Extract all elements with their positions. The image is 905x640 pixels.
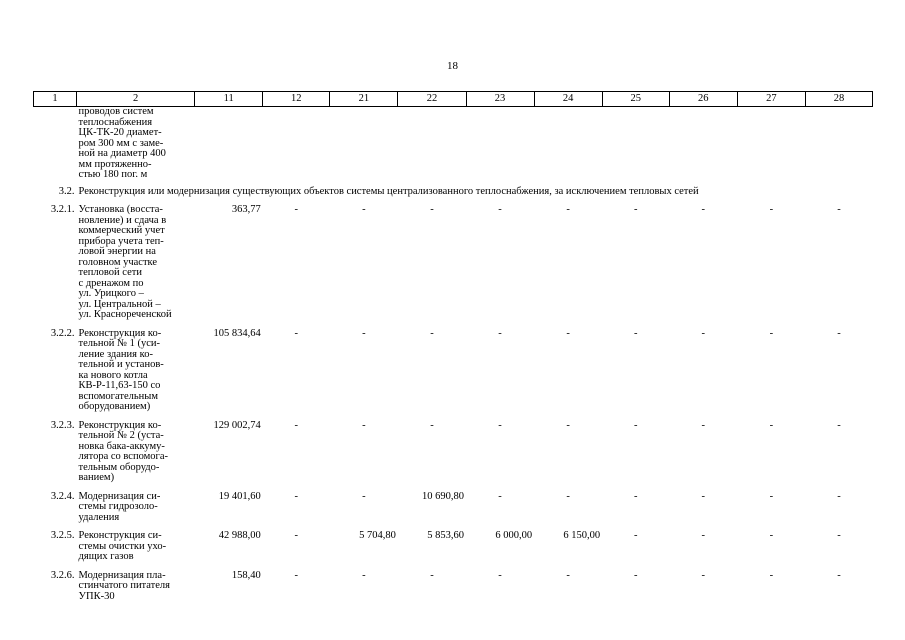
value-cell: -: [498, 569, 502, 581]
description-line: прибора учета теп-: [78, 235, 164, 247]
row-number: 3.2.5.: [50, 530, 75, 541]
description-line: тельной № 2 (уста-: [78, 430, 164, 441]
description-line: ул. Урицкого –: [78, 288, 144, 299]
value-cell: -: [701, 327, 706, 339]
description-line: стемы очистки ухо-: [78, 540, 167, 552]
table-row: [34, 421, 873, 492]
value-cell: -: [837, 204, 841, 215]
description-line: Реконструкция ко-: [78, 327, 162, 339]
description-line: ной на диаметр 400: [78, 148, 166, 159]
description-line: ванием): [78, 472, 115, 483]
description-line: Модернизация си-: [78, 490, 161, 502]
value-cell: 5 853,60: [427, 530, 464, 541]
value-cell: 105 834,64: [213, 327, 261, 339]
value-cell: -: [294, 327, 299, 339]
description-line: вспомогательным: [78, 390, 158, 402]
value-cell: 6 000,00: [495, 530, 533, 541]
header-cell: 22: [398, 92, 466, 107]
description-line: ка нового котла: [78, 369, 148, 381]
value-cell: -: [769, 569, 774, 581]
description-line: удаления: [78, 511, 120, 523]
header-cell: 1: [34, 92, 77, 107]
description-line: тельной № 1 (уси-: [78, 338, 160, 349]
header-cell: 21: [330, 92, 398, 107]
description-line: стью 180 пог. м: [78, 169, 148, 180]
description-line: ул. Краснореченской: [78, 309, 172, 320]
investment-table: [33, 91, 873, 610]
value-cell: -: [362, 419, 366, 431]
description-line: Модернизация пла-: [78, 569, 166, 581]
value-cell: 10 690,80: [422, 490, 464, 502]
page-number: 18: [447, 60, 458, 72]
value-cell: 19 401,60: [218, 490, 261, 502]
value-cell: -: [498, 204, 502, 215]
header-cell: 2: [77, 92, 195, 107]
description-line: мм протяженно-: [78, 158, 152, 170]
continued-description: [77, 107, 195, 181]
value-cell: -: [701, 530, 706, 541]
value-cell: -: [430, 204, 434, 215]
value-cell: -: [633, 490, 638, 502]
description-line: тепловой сети: [78, 267, 142, 278]
description-line: ул. Центральной –: [78, 298, 161, 310]
table-row: [34, 531, 873, 571]
row-number: 3.2.2.: [50, 327, 75, 339]
value-cell: -: [362, 327, 366, 339]
description-line: тельной и установ-: [78, 359, 164, 370]
header-cell: 26: [669, 92, 737, 107]
description-line: головном участке: [78, 256, 158, 268]
value-cell: -: [430, 419, 434, 431]
value-cell: -: [701, 569, 706, 581]
value-cell: -: [294, 569, 299, 581]
value-cell: -: [769, 530, 774, 541]
value-cell: -: [294, 530, 299, 541]
value-cell: -: [837, 327, 841, 339]
header-cell: 24: [534, 92, 602, 107]
value-cell: -: [362, 569, 366, 581]
header-cell: 11: [195, 92, 263, 107]
description-line: теплоснабжения: [78, 116, 153, 128]
description-line: лятора со вспомога-: [78, 451, 168, 462]
header-cell: 25: [602, 92, 669, 107]
row-number: 3.2.4.: [50, 490, 75, 502]
value-cell: -: [430, 327, 434, 339]
description-line: коммерческий учет: [78, 225, 165, 236]
description-line: Установка (восста-: [78, 204, 163, 215]
value-cell: 129 002,74: [213, 419, 261, 431]
row-description: [77, 205, 195, 329]
row-number: 3.2.3.: [50, 419, 75, 431]
header-cell: 12: [263, 92, 330, 107]
value-cell: -: [362, 204, 366, 215]
section-row: [34, 181, 873, 206]
description-line: тельным оборудо-: [78, 461, 160, 473]
value-cell: -: [633, 530, 638, 541]
header-cell: 28: [805, 92, 872, 107]
value-cell: -: [633, 419, 638, 431]
description-line: новление) и сдача в: [78, 214, 167, 226]
header-cell: 27: [737, 92, 805, 107]
value-cell: -: [294, 204, 299, 215]
value-cell: -: [837, 569, 841, 581]
description-line: УПК-30: [78, 590, 115, 602]
value-cell: -: [769, 327, 774, 339]
description-line: ловой энергии на: [78, 246, 156, 257]
section-number: 3.2.: [58, 185, 75, 197]
value-cell: -: [498, 490, 502, 502]
description-line: стемы гидрозоло-: [78, 501, 158, 512]
value-cell: -: [566, 490, 570, 502]
value-cell: -: [837, 490, 841, 502]
description-line: стинчатого питателя: [78, 580, 170, 591]
header-cell: 23: [466, 92, 534, 107]
row-number: 3.2.6.: [50, 569, 75, 581]
value-cell: -: [633, 327, 638, 339]
value-cell: -: [498, 327, 502, 339]
table-row: [34, 571, 873, 611]
row-description: [77, 531, 195, 571]
value-cell: -: [701, 419, 706, 431]
row-description: [77, 421, 195, 492]
value-cell: 6 150,00: [563, 530, 601, 541]
description-line: КВ-Р-11,63-150 со: [78, 380, 161, 391]
value-cell: -: [362, 490, 366, 502]
value-cell: -: [701, 204, 706, 215]
value-cell: -: [837, 419, 841, 431]
description-line: Реконструкция ко-: [78, 419, 162, 431]
value-cell: -: [769, 204, 774, 215]
section-title: Реконструкция или модернизация существующих объектов системы централизованного теплоснабжения, за исключением тепловых сетей: [78, 185, 699, 197]
value-cell: -: [566, 204, 570, 215]
value-cell: -: [701, 490, 706, 502]
description-line: проводов систем: [78, 106, 154, 117]
value-cell: 42 988,00: [218, 530, 261, 541]
row-description: [77, 492, 195, 532]
value-cell: -: [769, 419, 774, 431]
value-cell: 363,77: [231, 204, 261, 215]
value-cell: -: [566, 327, 570, 339]
value-cell: -: [837, 530, 841, 541]
value-cell: 158,40: [231, 569, 261, 581]
description-line: новка бака-аккуму-: [78, 440, 165, 452]
table-row: [34, 492, 873, 532]
description-line: ление здания ко-: [78, 348, 153, 360]
table-row: [34, 205, 873, 329]
description-line: Реконструкция си-: [78, 530, 162, 541]
row-description: [77, 329, 195, 421]
description-line: ром 300 мм с заме-: [78, 137, 164, 149]
value-cell: -: [294, 419, 299, 431]
value-cell: -: [566, 569, 570, 581]
continued-row: [34, 107, 873, 181]
row-number: 3.2.1.: [50, 204, 75, 215]
table-row: [34, 329, 873, 421]
value-cell: -: [769, 490, 774, 502]
value-cell: -: [430, 569, 434, 581]
row-description: [77, 571, 195, 611]
value-cell: -: [498, 419, 502, 431]
value-cell: -: [633, 204, 638, 215]
value-cell: -: [633, 569, 638, 581]
description-line: дящих газов: [78, 551, 134, 562]
description-line: ЦК-ТК-20 диамет-: [78, 127, 162, 138]
description-line: с дренажом по: [78, 277, 144, 289]
header-row: [34, 92, 873, 107]
value-cell: -: [294, 490, 299, 502]
value-cell: -: [566, 419, 570, 431]
description-line: оборудованием): [78, 401, 151, 412]
value-cell: 5 704,80: [359, 530, 396, 541]
